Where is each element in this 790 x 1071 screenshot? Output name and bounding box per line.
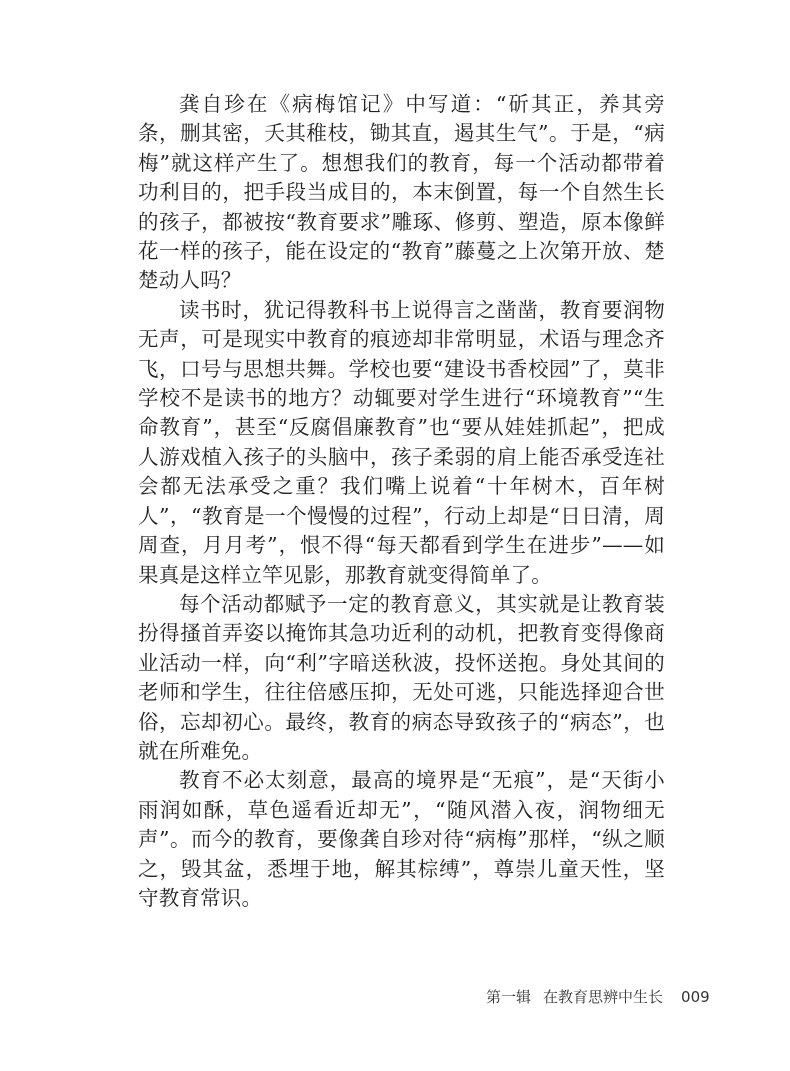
paragraph: 教育不必太刻意，最高的境界是“无痕”，是“天街小雨润如酥，草色遥看近却无”，“随风潜入夜，润物细无声”。而今的教育，要像龚自珍对待“病梅”那样，“纵之顺之，毁其盆，悉埋于地，解其棕缚”，尊崇儿童天性，坚守教育常识。 <box>138 768 665 910</box>
page-number: 009 <box>681 988 710 1006</box>
body-text <box>138 90 665 913</box>
paragraph: 每个活动都赋予一定的教育意义，其实就是让教育装扮得搔首弄姿以掩饰其急功近利的动机，把教育变得像商业活动一样，向“利”字暗送秋波，投怀送抱。身处其间的老师和学生，往往倍感压抑，无处可逃，只能选择迎合世俗，忘却初心。最终，教育的病态导致孩子的“病态”，也就在所难免。 <box>138 591 665 763</box>
paragraph: 龚自珍在《病梅馆记》中写道：“斫其正，养其旁条，删其密，夭其稚枝，锄其直，遏其生气”。于是，“病梅”就这样产生了。想想我们的教育，每一个活动都带着功利目的，把手段当成目的，本末倒置，每一个自然生长的孩子，都被按“教育要求”雕琢、修剪、塑造，原本像鲜花一样的孩子，能在设定的“教育”藤蔓之上次第开放、楚楚动人吗？ <box>138 92 665 293</box>
paragraph: 读书时，犹记得教科书上说得言之凿凿，教育要润物无声，可是现实中教育的痕迹却非常明显，术语与理念齐飞，口号与思想共舞。学校也要“建设书香校园”了，莫非学校不是读书的地方？动辄要对学生进行“环境教育”“生命教育”，甚至“反腐倡廉教育”也“要从娃娃抓起”，把成人游戏植入孩子的头脑中，孩子柔弱的肩上能否承受连社会都无法承受之重？我们嘴上说着“十年树木，百年树人”，“教育是一个慢慢的过程”，行动上却是“日日清，周周查，月月考”，恨不得“每天都看到学生在进步”——如果真是这样立竿见影，那教育就变得简单了。 <box>138 297 665 587</box>
footer-section: 第一辑 <box>486 988 532 1006</box>
page-footer <box>486 987 710 1007</box>
footer-chapter-title: 在教育思辨中生长 <box>543 988 664 1006</box>
